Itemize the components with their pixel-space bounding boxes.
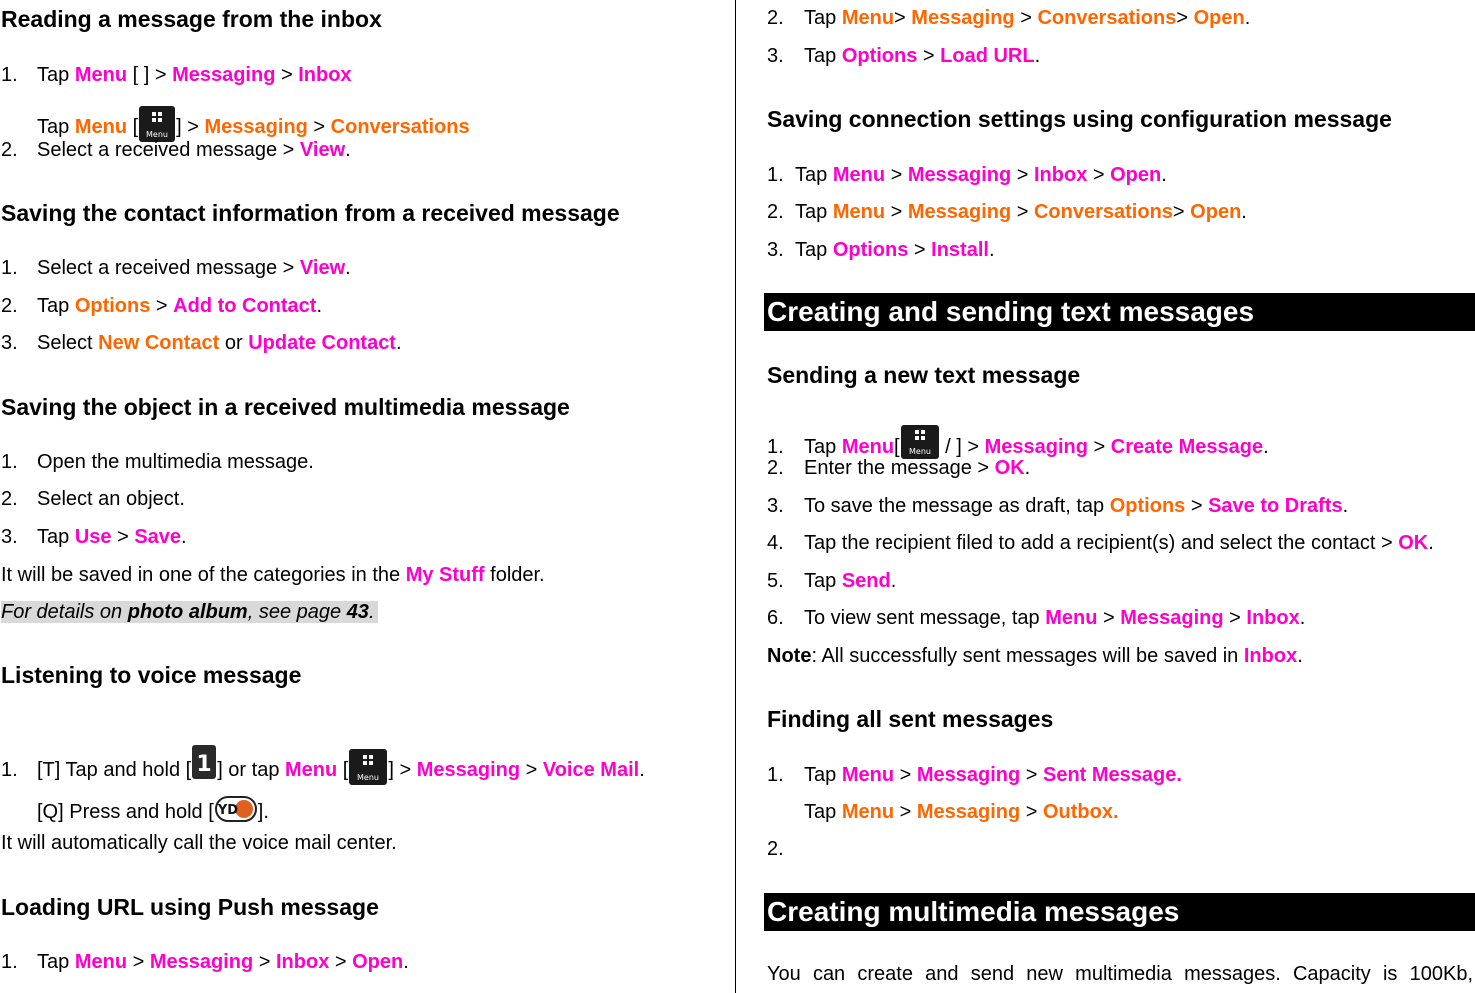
note-sent-saved: Note: All successfully sent messages will be saved in Inbox. bbox=[767, 645, 1303, 667]
inbox-link[interactable]: Inbox bbox=[1246, 607, 1300, 629]
inbox-link[interactable]: Inbox bbox=[298, 64, 352, 86]
use-link[interactable]: Use bbox=[74, 526, 112, 548]
heading-reading-inbox: Reading a message from the inbox bbox=[1, 6, 382, 32]
voice-mail-link[interactable]: Voice Mail bbox=[542, 759, 640, 781]
heading-finding-sent: Finding all sent messages bbox=[767, 706, 1054, 732]
step-find-1q: Tap Menu > Messaging > Outbox. bbox=[804, 801, 1119, 823]
load-url-link[interactable]: Load URL bbox=[940, 45, 1035, 67]
heading-voice-message: Listening to voice message bbox=[1, 662, 302, 688]
update-contact-link[interactable]: Update Contact bbox=[248, 332, 396, 354]
open-link[interactable]: Open bbox=[1110, 164, 1162, 186]
heading-loading-url: Loading URL using Push message bbox=[1, 894, 379, 920]
menu-link[interactable]: Menu bbox=[832, 201, 886, 223]
messaging-link[interactable]: Messaging bbox=[907, 164, 1012, 186]
heading-saving-contact: Saving the contact information from a received message bbox=[1, 200, 620, 226]
send-link[interactable]: Send bbox=[841, 570, 891, 592]
inbox-link[interactable]: Inbox bbox=[1243, 645, 1298, 667]
details-note: For details on photo album, see page 43. bbox=[1, 600, 378, 624]
conversations-link[interactable]: Conversations bbox=[1037, 7, 1177, 29]
step-voice-1: 1. [T] Tap and hold [ 1 ] or tap Menu [ Menu ] > Messaging > Voice Mail. bbox=[1, 745, 645, 785]
menu-link[interactable]: Menu bbox=[74, 951, 128, 973]
ok-link[interactable]: OK bbox=[994, 457, 1025, 479]
svg-text:1: 1 bbox=[196, 752, 212, 777]
key-1-icon bbox=[192, 745, 216, 779]
inbox-link[interactable]: Inbox bbox=[1033, 164, 1088, 186]
step-url-1: 1. Tap Menu > Messaging > Inbox > Open. bbox=[1, 951, 409, 973]
note-label: Note bbox=[767, 645, 812, 667]
new-contact-link[interactable]: New Contact bbox=[98, 332, 220, 354]
messaging-link[interactable]: Messaging bbox=[911, 7, 1015, 29]
outbox-link[interactable]: Outbox bbox=[1042, 801, 1113, 823]
step-send-5: 5. Tap Send. bbox=[767, 570, 897, 592]
heading-config-message: Saving connection settings using configuration message bbox=[767, 106, 1392, 132]
messaging-link[interactable]: Messaging bbox=[907, 201, 1012, 223]
svg-text:Menu: Menu bbox=[357, 773, 380, 782]
messaging-link[interactable]: Messaging bbox=[984, 436, 1088, 458]
menu-link[interactable]: Menu bbox=[74, 64, 128, 86]
menu-link[interactable]: Menu bbox=[841, 801, 895, 823]
section-bar-multimedia: Creating multimedia messages bbox=[764, 893, 1475, 931]
install-link[interactable]: Install bbox=[931, 239, 989, 261]
view-link[interactable]: View bbox=[299, 257, 346, 279]
conversations-link[interactable]: Conversations bbox=[330, 116, 470, 138]
messaging-link[interactable]: Messaging bbox=[172, 64, 276, 86]
my-stuff-link[interactable]: My Stuff bbox=[405, 564, 485, 586]
step-reading-2: 2. Select a received message > View. bbox=[1, 139, 351, 161]
menu-link[interactable]: Menu bbox=[841, 436, 895, 458]
view-link[interactable]: View bbox=[299, 139, 346, 161]
menu-link[interactable]: Menu bbox=[74, 116, 128, 138]
left-column bbox=[0, 0, 735, 993]
auto-call-note: It will automatically call the voice mail center. bbox=[1, 832, 397, 854]
open-link[interactable]: Open bbox=[352, 951, 404, 973]
save-link[interactable]: Save bbox=[134, 526, 182, 548]
menu-key-icon bbox=[901, 425, 939, 459]
step-config-3: 3. Tap Options > Install. bbox=[767, 239, 995, 261]
menu-key-icon bbox=[139, 106, 175, 142]
step-find-1: 1. Tap Menu > Messaging > Sent Message. bbox=[767, 764, 1182, 786]
messaging-link[interactable]: Messaging bbox=[204, 116, 308, 138]
multimedia-intro: You can create and send new multimedia messages. Capacity is 100Kb, bbox=[767, 963, 1473, 985]
step-send-4: 4. Tap the recipient filed to add a recipient(s) and select the contact > OK. bbox=[767, 532, 1434, 554]
messaging-link[interactable]: Messaging bbox=[916, 764, 1021, 786]
ok-link[interactable]: OK bbox=[1398, 532, 1429, 554]
svg-text:YD: YD bbox=[217, 803, 238, 818]
step-url-3: 3. Tap Options > Load URL. bbox=[767, 45, 1041, 67]
step-reading-1: 1. Tap Menu [ ] > Messaging > Inbox bbox=[1, 64, 352, 86]
step-contact-2: 2. Tap Options > Add to Contact. bbox=[1, 295, 323, 317]
conversations-link[interactable]: Conversations bbox=[1033, 201, 1173, 223]
step-config-2: 2. Tap Menu > Messaging > Conversations> Open. bbox=[767, 201, 1247, 223]
step-url-2: 2. Tap Menu> Messaging > Conversations> Open. bbox=[767, 7, 1251, 29]
step-send-1: 1. Tap Menu[ Menu / ] > Messaging > Create Message. bbox=[767, 425, 1269, 459]
step-object-3: 3. Tap Use > Save. bbox=[1, 526, 187, 548]
step-send-2: 2. Enter the message > OK. bbox=[767, 457, 1031, 479]
page-ref: 43 bbox=[346, 601, 369, 623]
heading-sending-text: Sending a new text message bbox=[767, 362, 1081, 388]
options-link[interactable]: Options bbox=[1109, 495, 1186, 517]
menu-key-icon bbox=[349, 749, 387, 785]
menu-link[interactable]: Menu bbox=[832, 164, 886, 186]
messaging-link[interactable]: Messaging bbox=[416, 759, 521, 781]
menu-link[interactable]: Menu bbox=[285, 759, 338, 781]
menu-link[interactable]: Menu bbox=[1045, 607, 1098, 629]
section-bar-text-messages: Creating and sending text messages bbox=[764, 293, 1475, 331]
open-link[interactable]: Open bbox=[1190, 201, 1242, 223]
add-to-contact-link[interactable]: Add to Contact bbox=[173, 295, 317, 317]
step-config-1: 1. Tap Menu > Messaging > Inbox > Open. bbox=[767, 164, 1167, 186]
saved-note: It will be saved in one of the categories in the My Stuff folder. bbox=[1, 564, 545, 586]
step-reading-1q: Tap Menu [ Menu ] > Messaging > Conversations bbox=[37, 106, 470, 142]
options-link[interactable]: Options bbox=[74, 295, 151, 317]
svg-text:Menu: Menu bbox=[146, 130, 169, 139]
step-send-3: 3. To save the message as draft, tap Options > Save to Drafts. bbox=[767, 495, 1349, 517]
step-object-1: 1. Open the multimedia message. bbox=[1, 451, 314, 473]
step-voice-1q: [Q] Press and hold [ YD ]. bbox=[37, 796, 269, 824]
menu-link[interactable]: Menu bbox=[841, 764, 895, 786]
voicemail-key-icon bbox=[215, 796, 257, 822]
right-column bbox=[736, 0, 1475, 993]
step-contact-3: 3. Select New Contact or Update Contact. bbox=[1, 332, 402, 354]
step-object-2: 2. Select an object. bbox=[1, 488, 185, 510]
options-link[interactable]: Options bbox=[841, 45, 918, 67]
menu-link[interactable]: Menu bbox=[841, 7, 895, 29]
options-link[interactable]: Options bbox=[832, 239, 909, 261]
heading-saving-object: Saving the object in a received multimedia message bbox=[1, 394, 570, 420]
messaging-link[interactable]: Messaging bbox=[149, 951, 254, 973]
svg-text:Menu: Menu bbox=[908, 447, 931, 456]
open-link[interactable]: Open bbox=[1193, 7, 1245, 29]
create-message-link[interactable]: Create Message bbox=[1110, 436, 1264, 458]
step-find-2: 2. bbox=[767, 838, 784, 860]
photo-album-ref: photo album bbox=[127, 601, 248, 623]
save-to-drafts-link[interactable]: Save to Drafts bbox=[1208, 495, 1343, 517]
messaging-link[interactable]: Messaging bbox=[1120, 607, 1224, 629]
inbox-link[interactable]: Inbox bbox=[275, 951, 330, 973]
step-contact-1: 1. Select a received message > View. bbox=[1, 257, 351, 279]
sent-message-link[interactable]: Sent Message. bbox=[1042, 764, 1182, 786]
messaging-link[interactable]: Messaging bbox=[916, 801, 1021, 823]
step-send-6: 6. To view sent message, tap Menu > Messaging > Inbox. bbox=[767, 607, 1306, 629]
